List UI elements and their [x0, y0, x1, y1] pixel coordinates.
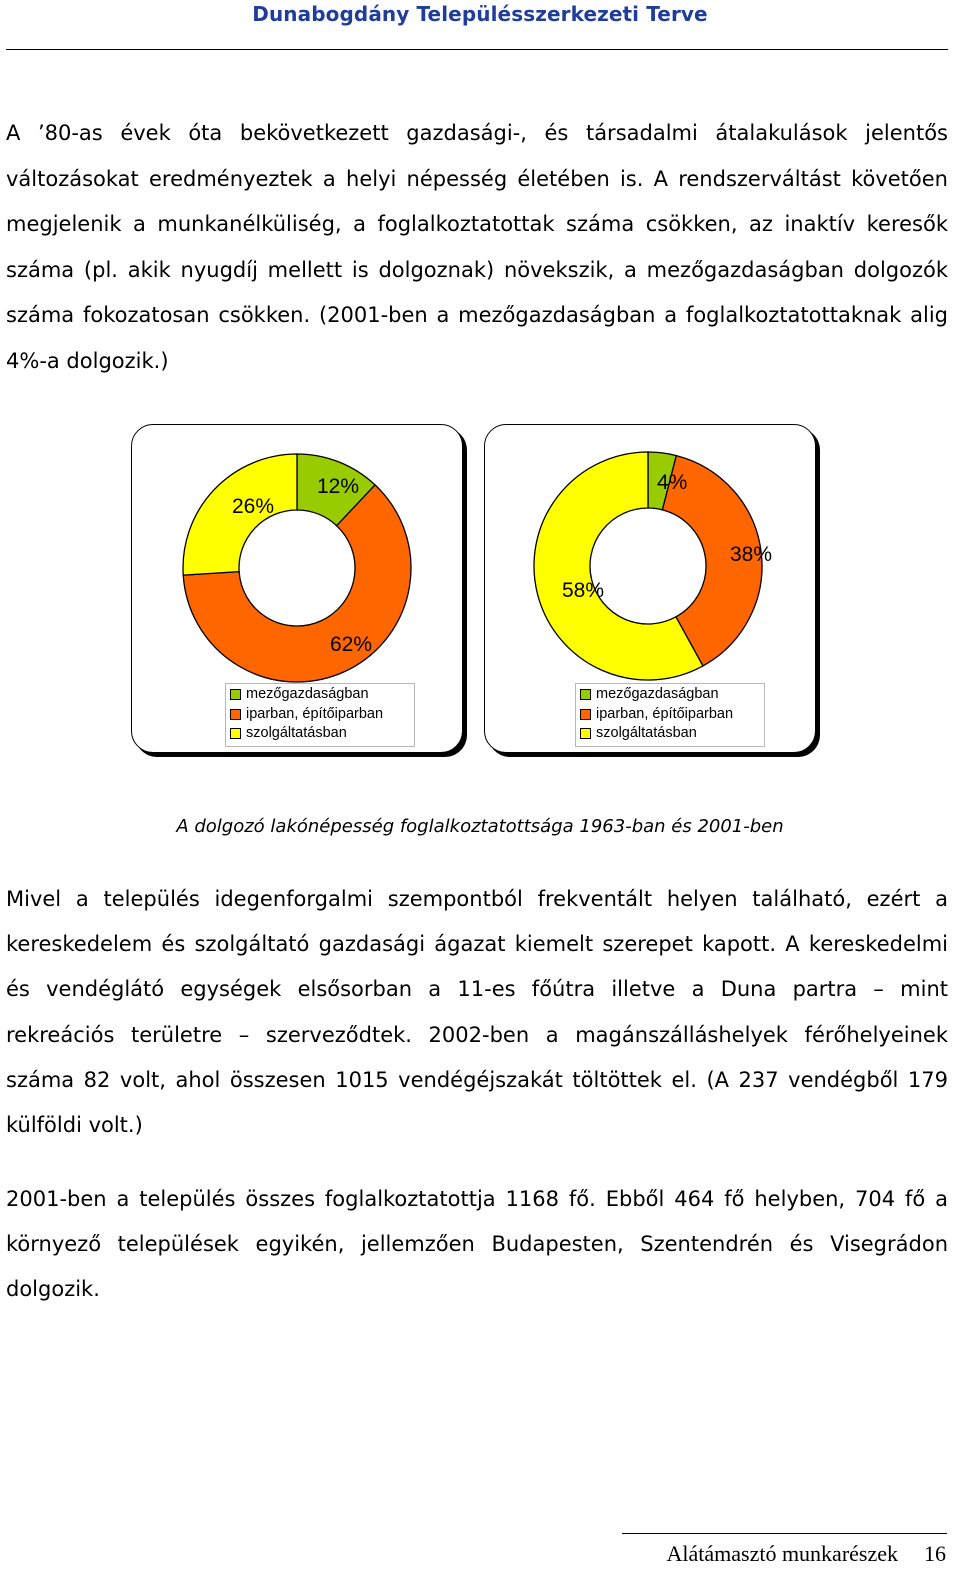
footer-divider	[622, 1533, 947, 1534]
legend-item	[580, 685, 764, 705]
data-label-services: 26%	[232, 495, 275, 518]
legend-swatch-agriculture	[230, 689, 241, 700]
legend-label-services: szolgáltatásban	[246, 725, 347, 741]
legend-item	[580, 724, 764, 744]
legend-item	[580, 705, 764, 725]
legend-item	[230, 705, 414, 725]
data-label-industry: 38%	[730, 543, 773, 566]
data-label-services: 58%	[562, 579, 605, 602]
legend-label-services: szolgáltatásban	[596, 725, 697, 741]
legend-swatch-services	[580, 728, 591, 739]
document-header-title: Dunabogdány Településszerkezeti Terve	[252, 2, 708, 26]
legend-label-industry: iparban, építőiparban	[246, 705, 384, 722]
legend-label-industry: iparban, építőiparban	[596, 705, 734, 722]
data-label-industry: 62%	[330, 633, 373, 656]
legend-swatch-industry	[580, 709, 591, 720]
legend-swatch-services	[230, 728, 241, 739]
legend-item	[230, 685, 414, 705]
page-number: 16	[924, 1541, 946, 1566]
legend-label-agriculture: mezőgazdaságban	[596, 686, 719, 702]
page-footer	[600, 1541, 946, 1567]
figure-caption: A dolgozó lakónépesség foglalkoztatottsága 1963-ban és 2001-ben	[176, 816, 784, 837]
chart-2001	[484, 424, 816, 753]
paragraph-economic-changes: A ’80-as évek óta bekövetkezett gazdasági-, és társadalmi átalakulások jelentős változásokat eredményeztek a helyi népesség életében is. A rendszerváltást követően megjelenik a munkanélküliség, a foglalkoztatottak száma csökken, az inaktív keresők száma (pl. akik nyugdíj mellett is dolgoznak) növekszik, a mezőgazdaságban dolgozók száma fokozatosan csökken. (2001-ben a mezőgazdaságban a foglalkoztatottaknak alig 4%-a dolgozik.)	[6, 121, 948, 373]
footer-section-title: Alátámasztó munkarészek	[666, 1541, 898, 1566]
legend-label-agriculture: mezőgazdaságban	[246, 686, 369, 702]
chart-legend-1963	[225, 683, 415, 747]
chart-1963	[131, 424, 463, 753]
paragraph-tourism: Mivel a település idegenforgalmi szempontból frekventált helyen található, ezért a kereskedelem és szolgáltató gazdasági ágazat kiemelt szerepet kapott. A kereskedelmi és vendéglátó egységek elsősorban a 11-es főútra illetve a Duna partra – mint rekreációs területre – szerveződtek. 2002-ben a magánszálláshelyek férőhelyeinek száma 82 volt, ahol összesen 1015 vendégéjszakát töltöttek el. (A 237 vendégből 179 külföldi volt.)	[6, 887, 948, 1138]
paragraph-employment: 2001-ben a település összes foglalkoztatottja 1168 fő. Ebből 464 fő helyben, 704 fő a környező települések egyikén, jellemzően Budapesten, Szentendrén és Visegrádon dolgozik.	[6, 1187, 948, 1301]
legend-item	[230, 724, 414, 744]
legend-swatch-agriculture	[580, 689, 591, 700]
legend-swatch-industry	[230, 709, 241, 720]
header-divider	[6, 49, 948, 50]
data-label-agriculture: 12%	[317, 475, 360, 498]
data-label-agriculture: 4%	[657, 471, 688, 494]
chart-legend-2001	[575, 683, 765, 747]
